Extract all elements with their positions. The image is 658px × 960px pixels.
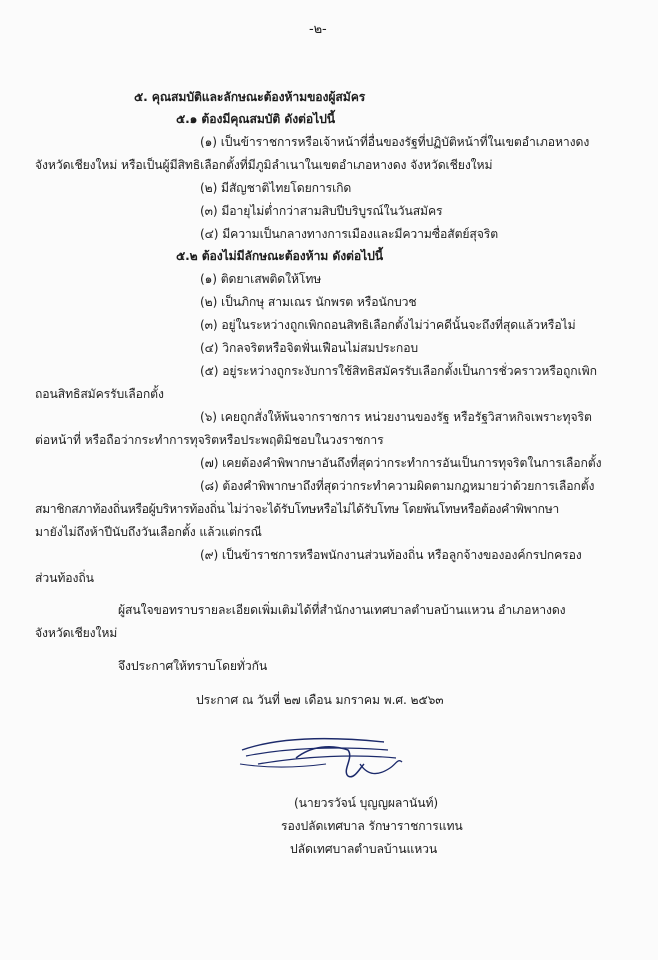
prohibition-1: (๑) ติดยาเสพติดให้โทษ [200,272,322,286]
prohibition-6-line1: (๖) เคยถูกสั่งให้พ้นจากราชการ หน่วยงานของรัฐ หรือรัฐวิสาหกิจเพราะทุจริต [200,410,592,424]
prohibition-9-line1: (๙) เป็นข้าราชการหรือพนักงานส่วนท้องถิ่น หรือลูกจ้างขององค์กรปกครอง [200,548,582,562]
prohibition-8-line3: มายังไม่ถึงห้าปีนับถึงวันเลือกตั้ง แล้วแต่กรณี [35,525,262,539]
contact-line2: จังหวัดเชียงใหม่ [35,626,118,640]
prohibition-2: (๒) เป็นภิกษุ สามเณร นักพรต หรือนักบวช [200,295,417,309]
prohibition-5-line2: ถอนสิทธิสมัครรับเลือกตั้ง [35,387,164,401]
prohibition-6-line2: ต่อหน้าที่ หรือถือว่ากระทำการทุจริตหรือประพฤติมิชอบในวงราชการ [35,433,384,447]
signer-position-1: รองปลัดเทศบาล รักษาราชการแทน [281,819,463,833]
signer-position-2: ปลัดเทศบาลตำบลบ้านแหวน [290,842,438,856]
section-5-heading: ๕. คุณสมบัติและลักษณะต้องห้ามของผู้สมัคร [134,90,366,104]
page-number: -๒- [309,22,327,37]
section-5-2-heading: ๕.๒ ต้องไม่มีลักษณะต้องห้าม ดังต่อไปนี้ [176,249,383,263]
contact-line1: ผู้สนใจขอทราบรายละเอียดเพิ่มเติมได้ที่สำนักงานเทศบาลตำบลบ้านแหวน อำเภอหางดง [118,603,566,617]
prohibition-3: (๓) อยู่ในระหว่างถูกเพิกถอนสิทธิเลือกตั้งไม่ว่าคดีนั้นจะถึงที่สุดแล้วหรือไม่ [200,318,576,332]
prohibition-7: (๗) เคยต้องคำพิพากษาอันถึงที่สุดว่ากระทำการอันเป็นการทุจริตในการเลือกตั้ง [200,456,602,470]
section-5-1-heading: ๕.๑ ต้องมีคุณสมบัติ ดังต่อไปนี้ [176,112,335,126]
signer-name: (นายวรวัจน์ บุญญผลานันท์) [294,796,439,810]
qualification-3: (๓) มีอายุไม่ต่ำกว่าสามสิบปีบริบูรณ์ในวันสมัคร [200,204,443,218]
qualification-1-line2: จังหวัดเชียงใหม่ หรือเป็นผู้มีสิทธิเลือกตั้งที่มีภูมิลำเนาในเขตอำเภอหางดง จังหวัดเชียงใหม่ [35,158,493,172]
announcement-date: ประกาศ ณ วันที่ ๒๗ เดือน มกราคม พ.ศ. ๒๕๖๓ [196,693,444,707]
prohibition-5-line1: (๕) อยู่ระหว่างถูกระงับการใช้สิทธิสมัครรับเลือกตั้งเป็นการชั่วคราวหรือถูกเพิก [200,364,597,378]
announcement-text: จึงประกาศให้ทราบโดยทั่วกัน [118,659,268,673]
signature-image [236,728,406,798]
qualification-4: (๔) มีความเป็นกลางทางการเมืองและมีความซื่อสัตย์สุจริต [200,227,499,241]
prohibition-8-line1: (๘) ต้องคำพิพากษาถึงที่สุดว่ากระทำความผิดตามกฎหมายว่าด้วยการเลือกตั้ง [200,479,595,493]
prohibition-9-line2: ส่วนท้องถิ่น [35,571,94,585]
prohibition-4: (๔) วิกลจริตหรือจิตฟั่นเฟือนไม่สมประกอบ [200,341,419,355]
qualification-1-line1: (๑) เป็นข้าราชการหรือเจ้าหน้าที่อื่นของรัฐที่ปฏิบัติหน้าที่ในเขตอำเภอหางดง [200,135,590,149]
prohibition-8-line2: สมาชิกสภาท้องถิ่นหรือผู้บริหารท้องถิ่น ไม่ว่าจะได้รับโทษหรือไม่ได้รับโทษ โดยพ้นโทษหรือต้องคำพิพากษา [35,502,559,516]
qualification-2: (๒) มีสัญชาติไทยโดยการเกิด [200,181,352,195]
